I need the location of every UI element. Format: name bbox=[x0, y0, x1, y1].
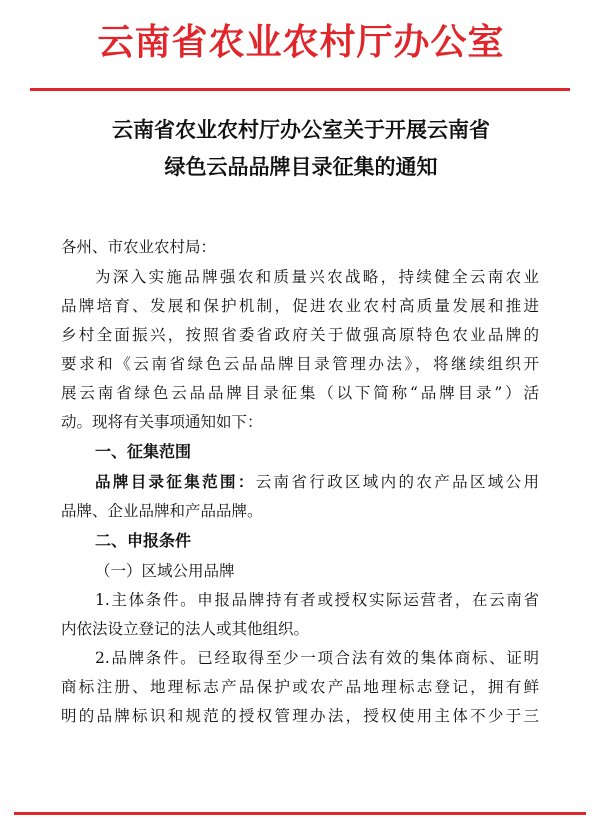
item-2-line: 商标注册、地理标志产品保护或农产品地理标志登记，拥有鲜 bbox=[61, 678, 539, 696]
section-1-text: 云南省行政区域内的农产品区域公用 bbox=[255, 473, 539, 491]
document-title-line-2: 绿色云品品牌目录征集的通知 bbox=[164, 154, 438, 179]
section-1-label: 品牌目录征集范围： bbox=[95, 473, 256, 491]
section-2-heading: 二、申报条件 bbox=[95, 531, 192, 550]
document-title-line-1: 云南省农业农村厅办公室关于开展云南省 bbox=[112, 117, 490, 142]
intro-line: 为深入实施品牌强农和质量兴农战略，持续健全云南农业 bbox=[95, 268, 539, 286]
section-2-subheading: （一）区域公用品牌 bbox=[95, 562, 235, 580]
intro-line: 乡村全面振兴，按照省委省政府关于做强高原特色农业品牌的 bbox=[61, 326, 539, 344]
item-1-line: 内依法设立登记的法人或其他组织。 bbox=[61, 620, 310, 638]
item-2-line: 明的品牌标识和规范的授权管理办法，授权使用主体不少于三 bbox=[61, 707, 539, 725]
item-1-line: 1.主体条件。申报品牌持有者或授权实际运营者，在云南省 bbox=[95, 591, 539, 609]
salutation: 各州、市农业农村局： bbox=[61, 238, 217, 256]
intro-line: 品牌培育、发展和保护机制，促进农业农村高质量发展和推进 bbox=[61, 297, 539, 315]
item-2-line: 2.品牌条件。已经取得至少一项合法有效的集体商标、证明 bbox=[95, 649, 539, 667]
letterhead-org-name: 云南省农业农村厅办公室 bbox=[97, 21, 505, 63]
footer-red-rule bbox=[14, 812, 586, 815]
intro-line: 动。现将有关事项通知如下： bbox=[61, 413, 263, 431]
intro-line: 展云南省绿色云品品牌目录征集（以下简称“品牌目录”）活 bbox=[61, 384, 539, 402]
letterhead-red-rule bbox=[30, 88, 570, 91]
intro-line: 要求和《云南省绿色云品品牌目录管理办法》，将继续组织开 bbox=[61, 355, 539, 373]
section-1-paragraph-line bbox=[95, 472, 539, 492]
section-1-heading: 一、征集范围 bbox=[95, 442, 192, 461]
section-1-paragraph-line: 品牌、企业品牌和产品品牌。 bbox=[61, 502, 263, 520]
